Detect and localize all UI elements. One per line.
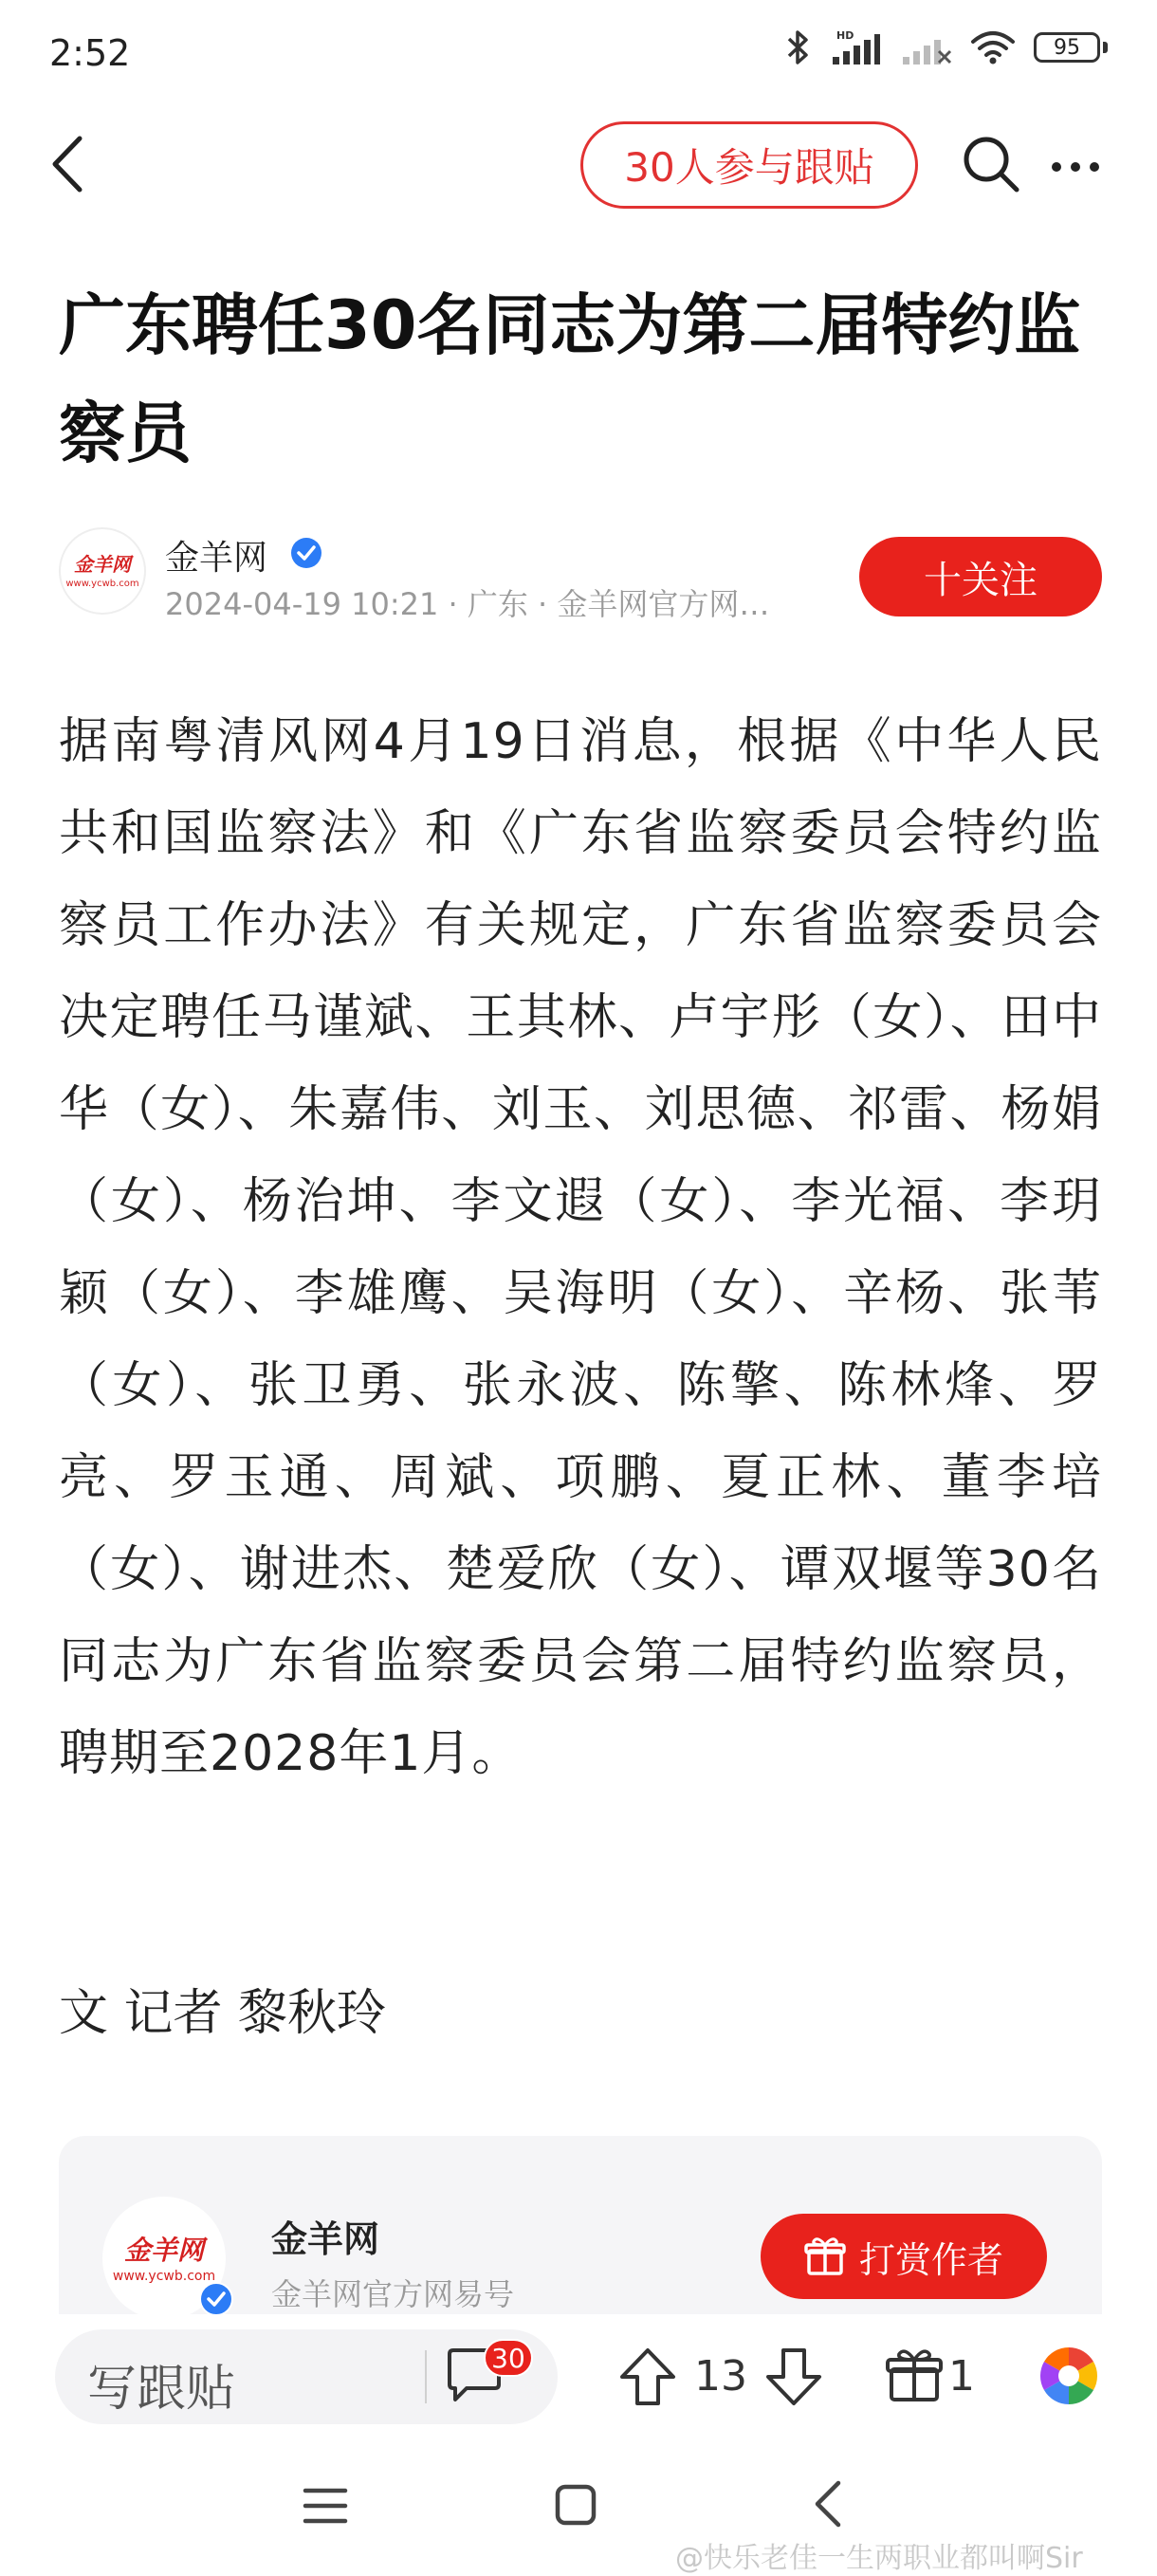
article-byline: 文 记者 黎秋玲	[59, 1985, 387, 2042]
signal-hd-icon	[829, 28, 882, 66]
author-avatar[interactable]	[59, 527, 146, 615]
reward-button-label: 打赏作者	[858, 2238, 1003, 2281]
verified-icon	[290, 537, 322, 569]
reward-author-button[interactable]	[761, 2214, 1047, 2299]
gift-icon	[804, 2236, 846, 2277]
back-icon[interactable]	[42, 131, 99, 197]
follow-count-button[interactable]: 30人参与跟贴	[580, 121, 918, 209]
status-time: 2:52	[49, 32, 131, 74]
svg-text:HD: HD	[836, 29, 854, 42]
signal-icon	[899, 28, 952, 66]
author-card-name[interactable]: 金羊网	[271, 2218, 380, 2260]
bottom-divider	[425, 2350, 427, 2403]
author-name[interactable]: 金羊网	[165, 539, 268, 578]
article-body: 据南粤清风网4月19日消息，根据《中华人民共和国监察法》和《广东省监察委员会特约监察员工作办法》有关规定，广东省监察委员会决定聘任马谨斌、王其林、卢宇彤（女）、田中华（女）、朱嘉伟、刘玉、刘思德、祁雷、杨娟（女）、杨治坤、李文遐（女）、李光福、李玥颖（女）、李雄鹰、吴海明（女）、辛杨、张苇（女）、张卫勇、张永波、陈擎、陈林烽、罗亮、罗玉通、周斌、项鹏、夏正林、董李培（女）、谢进杰、楚爱欣（女）、谭双堰等30名同志为广东省监察委员会第二届特约监察员，聘期至2028年1月。	[59, 713, 1102, 1782]
bluetooth-icon	[783, 28, 812, 66]
battery-level: 95	[1034, 32, 1100, 63]
upvote-icon[interactable]	[618, 2346, 677, 2407]
author-meta: 2024-04-19 10:21 · 广东 · 金羊网官方网…	[165, 586, 770, 622]
more-icon[interactable]	[1049, 140, 1102, 193]
downvote-icon[interactable]	[764, 2346, 823, 2407]
search-icon[interactable]	[960, 133, 1022, 195]
menu-icon[interactable]	[302, 2485, 349, 2527]
battery-icon	[1034, 32, 1108, 63]
article-title: 广东聘任30名同志为第二届特约监察员	[59, 286, 1081, 472]
author-logo-text: 金羊网	[74, 553, 131, 576]
vote-count: 13	[694, 2352, 747, 2401]
gift-icon[interactable]	[884, 2345, 945, 2405]
nav-back-icon[interactable]	[808, 2477, 846, 2530]
author-logo-url: www.ycwb.com	[65, 579, 139, 589]
app-aperture-icon[interactable]	[1038, 2345, 1100, 2407]
comment-placeholder[interactable]: 写跟贴	[87, 2361, 236, 2418]
author-card-subtitle: 金羊网官方网易号	[271, 2276, 515, 2312]
comment-count-badge: 30	[484, 2339, 533, 2377]
wifi-icon	[969, 28, 1017, 66]
watermark: @快乐老佳一生两职业都叫啊Sir	[675, 2542, 1083, 2575]
follow-button[interactable]: 十关注	[859, 537, 1102, 616]
status-icons	[783, 28, 1108, 66]
card-verified-icon	[199, 2282, 233, 2316]
home-icon[interactable]	[554, 2483, 597, 2527]
card-logo-url: www.ycwb.com	[112, 2269, 216, 2284]
gift-count: 1	[948, 2352, 975, 2401]
card-logo-text: 金羊网	[123, 2235, 205, 2266]
